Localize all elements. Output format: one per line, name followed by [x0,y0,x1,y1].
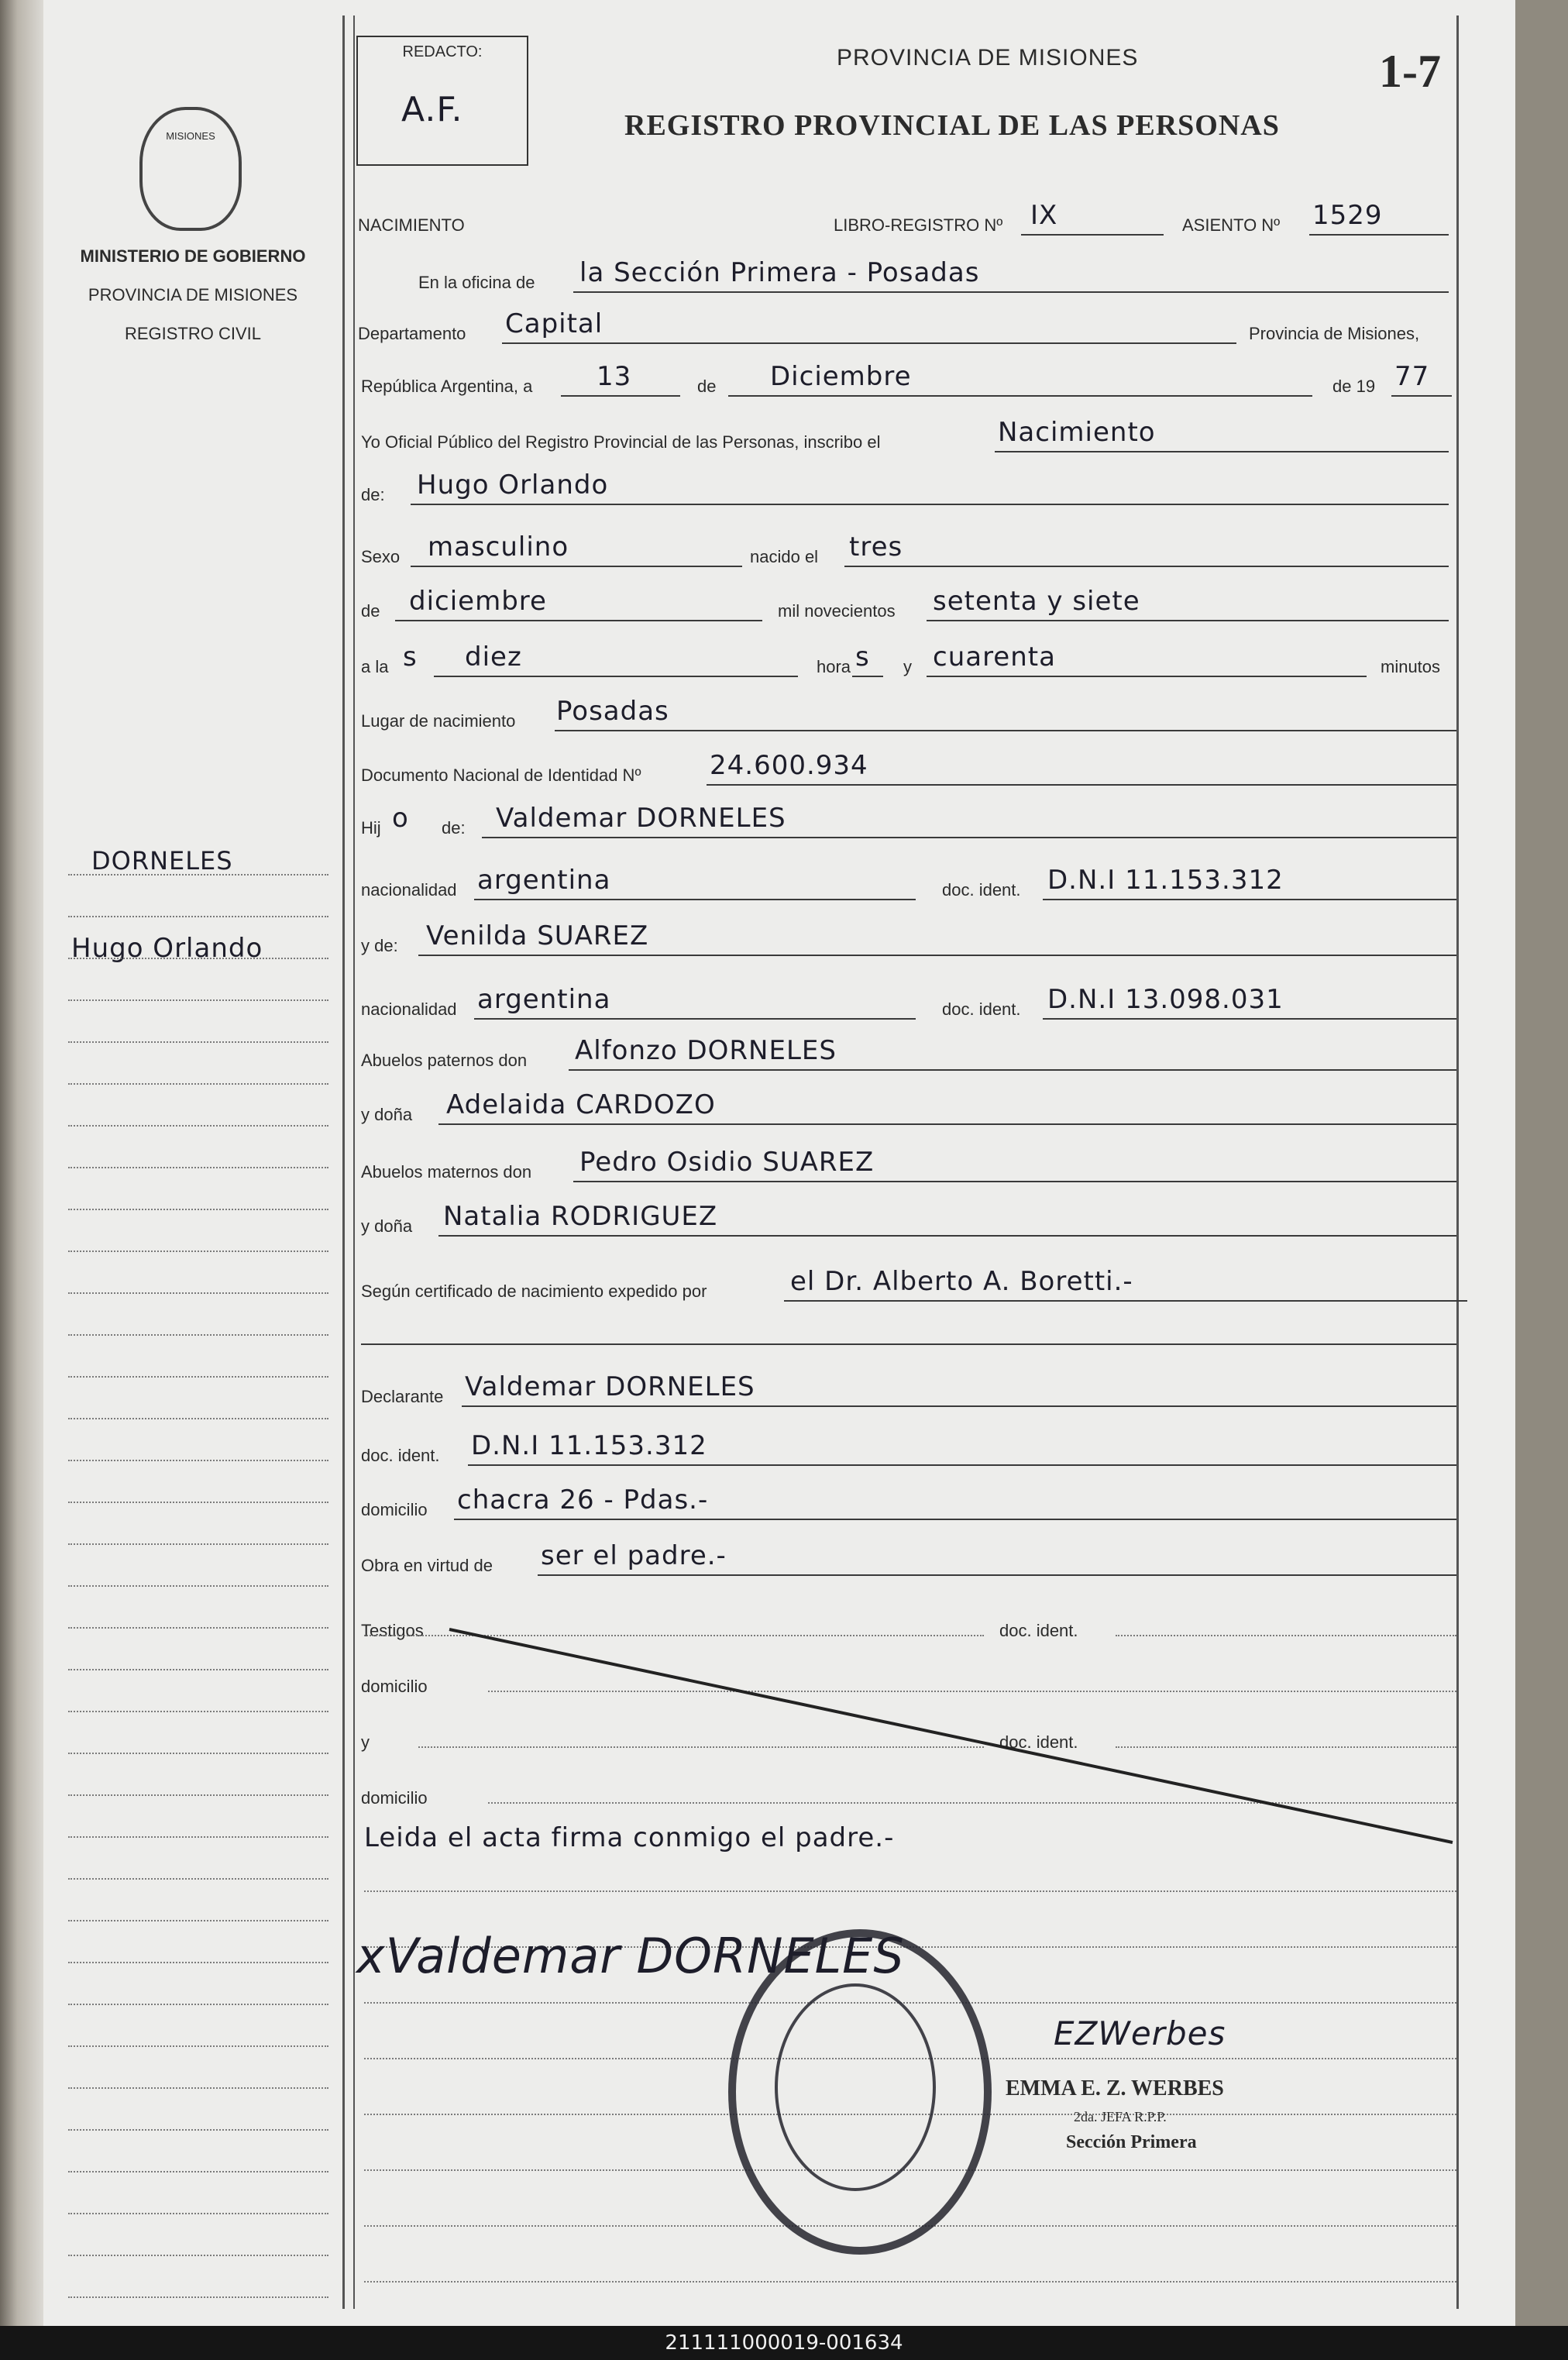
abm-value: Pedro Osidio SUAREZ [579,1147,875,1178]
ministry-title: MINISTERIO DE GOBIERNO [80,246,306,266]
doc2-label-text: doc. ident. [942,999,1021,1019]
left-province: PROVINCIA DE MISIONES [88,285,298,304]
declarante-value: Valdemar DORNELES [465,1371,755,1402]
de3-label-text: de [361,601,380,621]
nombre-value: Hugo Orlando [417,470,609,501]
testdoc-label-text: doc. ident. [999,1621,1078,1640]
type-text: NACIMIENTO [358,215,465,235]
oficina-value: la Sección Primera - Posadas [579,257,980,288]
domicilio-label-text: domicilio [361,1500,428,1519]
de-label-text: de [697,377,717,396]
year-label-text: de 19 [1332,377,1376,396]
leida-value: Leida el acta firma conmigo el padre.- [364,1822,895,1853]
abp-value: Alfonzo DORNELES [575,1035,837,1066]
footer-id: 211111000019-001634 [0,2326,1568,2360]
dni-label-text: Documento Nacional de Identidad Nº [361,765,641,785]
asiento-value: 1529 [1312,200,1383,231]
day-value: 13 [597,361,632,392]
redacto-value: A.F. [401,90,463,129]
ydona1-label-text: y doña [361,1105,413,1124]
registry-seal-inner [775,1983,936,2191]
ydona2-label-text: y doña [361,1216,413,1236]
asiento-label-text: ASIENTO Nº [1182,215,1281,235]
ala-label-text: a la [361,657,389,676]
folio-number: 1-7 [1379,46,1441,97]
yo-label-text: Yo Oficial Público del Registro Provincial de las Personas, inscribo el [361,432,881,452]
sexo-value: masculino [428,532,569,562]
nac1-label-text: nacionalidad [361,880,457,900]
horas-suffix-value: s [855,642,870,673]
nac2-label-text: nacionalidad [361,999,457,1019]
mil-label-text: mil novecientos [778,601,896,621]
libro-label-text: LIBRO-REGISTRO Nº [834,215,1003,235]
madre-value: Venilda SUAREZ [426,920,649,951]
docdecl-label-text: doc. ident. [361,1446,440,1465]
dia-nac-value: tres [849,532,903,562]
left-civil: REGISTRO CIVIL [124,324,262,343]
libro-value: IX [1030,200,1058,231]
dom2-label-text: domicilio [361,1677,428,1696]
testigos-label-text: Testigos [361,1621,424,1640]
header-province: PROVINCIA DE MISIONES [837,45,1139,71]
obra-label-text: Obra en virtud de [361,1556,493,1575]
testdoc2-label-text: doc. ident. [999,1732,1078,1752]
republica-label-text: República Argentina, a [361,377,533,396]
doc1-label-text: doc. ident. [942,880,1021,900]
officer-signature: EZWerbes [1054,2014,1226,2052]
officer-title: 2da. JEFA R.P.P. [1074,2109,1167,2124]
de2-label-text: de: [361,485,385,504]
dni-value: 24.600.934 [710,750,868,781]
doc1-value: D.N.I 11.153.312 [1047,865,1284,896]
abp2-value: Adelaida CARDOZO [446,1089,716,1120]
declarante-label-text: Declarante [361,1387,444,1406]
minutos-label-text: minutos [1381,657,1441,676]
year-value: 77 [1394,361,1430,392]
minutos-value: cuarenta [933,642,1056,673]
officer-name: EMMA E. Z. WERBES [1006,2076,1224,2100]
ala-suffix-value: s [403,642,418,673]
hora-value: diez [465,642,522,673]
abp-label-text: Abuelos paternos don [361,1051,528,1070]
declarant-signature: xValdemar DORNELES [356,1928,905,1984]
abm-label-text: Abuelos maternos don [361,1162,532,1182]
y-label-text: y [903,657,912,676]
domicilio-value: chacra 26 - Pdas.- [457,1484,709,1515]
provincia-label-text: Provincia de Misiones, [1249,324,1420,343]
officer-section: Sección Primera [1066,2132,1197,2152]
hijo-de-label-text: de: [442,818,466,838]
redacto-label: REDACTO: [402,43,483,60]
mes-nac-value: diciembre [409,586,547,617]
hijo-suffix-value: o [392,803,409,834]
nac1-value: argentina [477,865,611,896]
hijo-label-text: Hij [361,818,381,838]
docdecl-value: D.N.I 11.153.312 [471,1430,707,1461]
abm2-value: Natalia RODRIGUEZ [443,1201,718,1232]
nacido-label-text: nacido el [750,547,819,566]
oficina-label-text: En la oficina de [418,273,535,292]
cert-label-text: Según certificado de nacimiento expedido por [361,1281,707,1301]
doc2-value: D.N.I 13.098.031 [1047,984,1284,1015]
padre-value: Valdemar DORNELES [496,803,786,834]
lugar-value: Posadas [556,696,669,727]
margin-given-names: Hugo Orlando [71,933,263,964]
horas-label-text: hora [817,657,851,676]
month-value: Diciembre [770,361,912,392]
margin-surname: DORNELES [91,846,233,876]
inscribo-value: Nacimiento [998,417,1156,448]
header-registry: REGISTRO PROVINCIAL DE LAS PERSONAS [624,109,1280,142]
crest-text: MISIONES [166,130,215,142]
departamento-label-text: Departamento [358,324,466,343]
y2-label-text: y [361,1732,370,1752]
departamento-value: Capital [505,308,603,339]
dom3-label-text: domicilio [361,1788,428,1808]
sexo-label-text: Sexo [361,547,401,566]
cert-value: el Dr. Alberto A. Boretti.- [790,1266,1133,1297]
nac2-value: argentina [477,984,611,1015]
anio-nac-value: setenta y siete [933,586,1140,617]
yde-label-text: y de: [361,936,398,955]
obra-value: ser el padre.- [541,1540,727,1571]
lugar-label-text: Lugar de nacimiento [361,711,516,731]
